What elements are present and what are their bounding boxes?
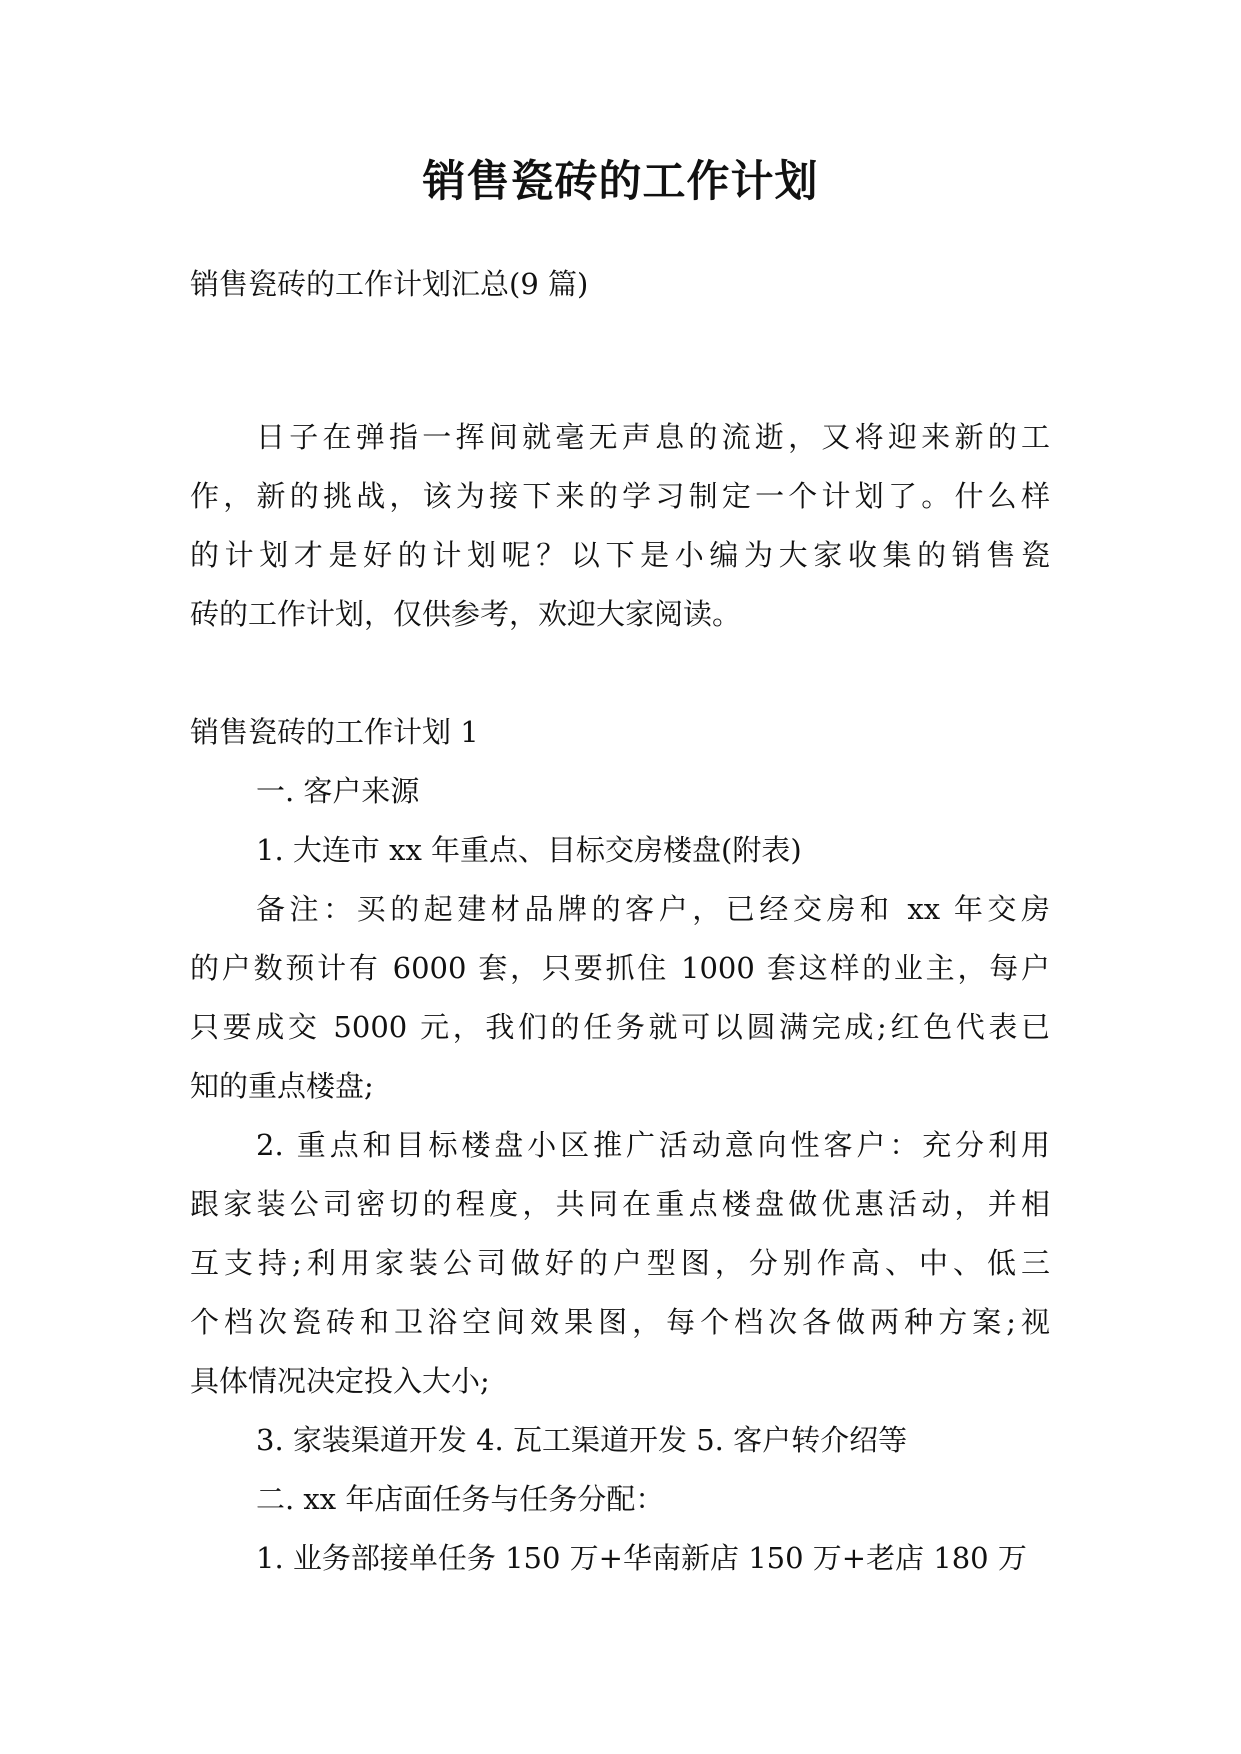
intro-line: 作，新的挑战，该为接下来的学习制定一个计划了。什么样 bbox=[190, 479, 1050, 513]
list-item: 3. 家装渠道开发 4. 瓦工渠道开发 5. 客户转介绍等 bbox=[256, 1423, 908, 1457]
paragraph-line: 的户数预计有 6000 套，只要抓住 1000 套这样的业主，每户 bbox=[190, 951, 1050, 985]
section-1 bbox=[190, 703, 1050, 1588]
list-item: 1. 大连市 xx 年重点、目标交房楼盘(附表) bbox=[256, 833, 802, 867]
intro-line: 的计划才是好的计划呢？以下是小编为大家收集的销售瓷 bbox=[190, 538, 1050, 572]
intro-line: 日子在弹指一挥间就毫无声息的流逝，又将迎来新的工 bbox=[256, 420, 1050, 454]
section-subheading: 一. 客户来源 bbox=[256, 774, 420, 808]
section-heading: 销售瓷砖的工作计划 1 bbox=[190, 715, 479, 749]
document-subtitle: 销售瓷砖的工作计划汇总(9 篇) bbox=[190, 267, 589, 301]
paragraph-line: 备注：买的起建材品牌的客户，已经交房和 xx 年交房 bbox=[256, 892, 1050, 926]
paragraph-line: 只要成交 5000 元，我们的任务就可以圆满完成;红色代表已 bbox=[190, 1010, 1050, 1044]
paragraph-line: 具体情况决定投入大小; bbox=[190, 1364, 490, 1398]
paragraph-line: 个档次瓷砖和卫浴空间效果图，每个档次各做两种方案;视 bbox=[190, 1305, 1050, 1339]
list-item: 1. 业务部接单任务 150 万+华南新店 150 万+老店 180 万 bbox=[256, 1541, 1027, 1575]
paragraph-line: 知的重点楼盘; bbox=[190, 1069, 374, 1103]
document-title: 销售瓷砖的工作计划 bbox=[422, 157, 819, 207]
intro-line: 砖的工作计划，仅供参考，欢迎大家阅读。 bbox=[190, 597, 742, 631]
section-subheading: 二. xx 年店面任务与任务分配： bbox=[256, 1482, 665, 1516]
paragraph-line: 互支持;利用家装公司做好的户型图，分别作高、中、低三 bbox=[190, 1246, 1050, 1280]
intro-paragraph bbox=[190, 408, 1050, 644]
paragraph-line: 跟家装公司密切的程度，共同在重点楼盘做优惠活动，并相 bbox=[190, 1187, 1050, 1221]
paragraph-line: 2. 重点和目标楼盘小区推广活动意向性客户：充分利用 bbox=[256, 1128, 1050, 1162]
